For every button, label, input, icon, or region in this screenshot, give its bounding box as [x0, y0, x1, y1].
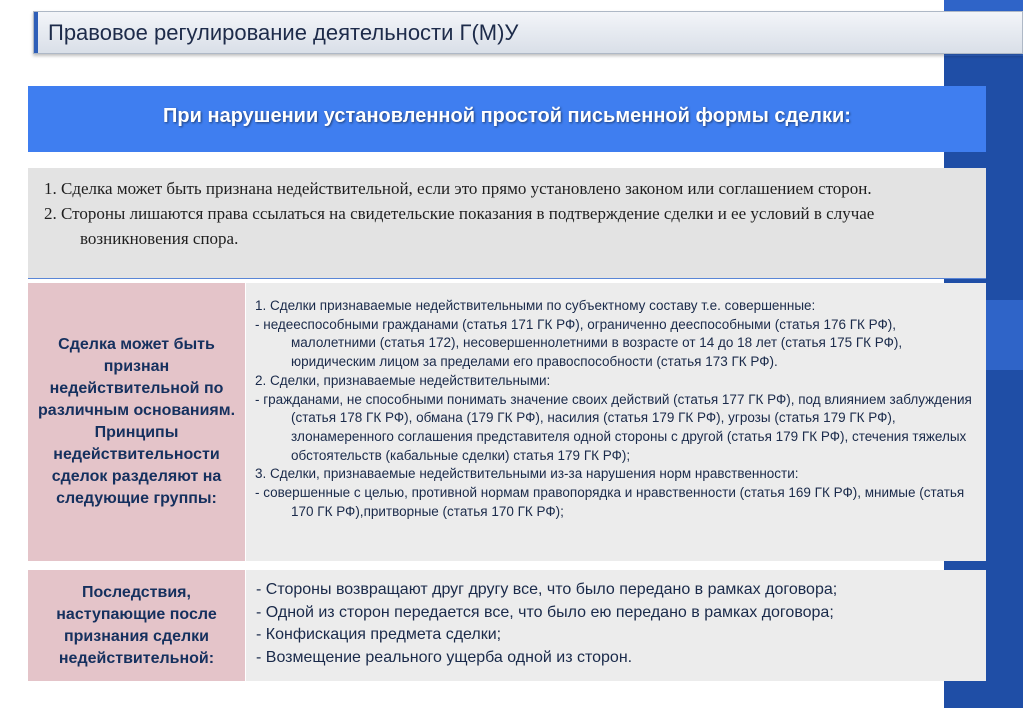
group-item: 3. Сделки, признаваемые недействительными из-за нарушения норм нравственности:	[255, 466, 799, 482]
consequence-item: - Одной из сторон передается все, что было ею передано в рамках договора;	[256, 603, 834, 621]
section-heading: При нарушении установленной простой письменной формы сделки:	[163, 105, 851, 127]
section-heading-band	[28, 86, 986, 152]
groups-label: Сделка может быть признан недействительной по различным основаниям. Принципы недействительности сделок разделяют на следующие группы:	[37, 336, 236, 507]
groups-list	[255, 297, 975, 521]
consequence-item: - Возмещение реального ущерба одной из сторон.	[256, 648, 633, 666]
group-item: - совершенные с целью, противной нормам правопорядка и нравственности (статья 169 ГК РФ), мнимые (статья 170 ГК РФ),притворные (статья 170 ГК РФ);	[255, 485, 965, 519]
intro-item: 1. Сделка может быть признана недействительной, если это прямо установлено законом или соглашением сторон.	[44, 179, 872, 198]
group-item: - недееспособными гражданами (статья 171 ГК РФ), ограниченно дееспособными (статья 176 ГК РФ), малолетними (статья 172), несовершеннолетними в возрасте от 14 до 18 лет (статья 175 ГК РФ), юридическим лицом за пределами его правоспособности (статья 173 ГК РФ).	[255, 316, 903, 370]
consequences-label: Последствия, наступающие после признания сделки недействительной:	[56, 583, 217, 667]
groups-content-cell	[245, 283, 986, 561]
title-accent	[34, 12, 38, 53]
consequences-row	[28, 570, 986, 681]
slide-title: Правовое регулирование деятельности Г(М)У	[48, 20, 519, 45]
consequences-content-cell	[245, 570, 986, 681]
groups-row	[28, 283, 986, 561]
intro-list	[44, 176, 974, 251]
consequences-label-cell	[28, 570, 245, 681]
group-item: 2. Сделки, признаваемые недействительными:	[255, 372, 551, 388]
group-item: 1. Сделки признаваемые недействительными по субъектному составу т.е. совершенные:	[255, 298, 816, 313]
group-item: - гражданами, не способными понимать значение своих действий (статья 177 ГК РФ), под влиянием заблуждения (статья 178 ГК РФ), обмана (179 ГК РФ), насилия (статья 179 ГК РФ), угрозы (статья 179 ГК РФ), злонамеренного соглашения представителя одной стороны с другой (статья 179 ГК РФ), стечения тяжелых обстоятельств (кабальные сделки) статья 179 ГК РФ);	[255, 391, 972, 463]
slide-title-bar	[33, 11, 1023, 54]
groups-label-cell	[28, 283, 245, 561]
consequence-item: - Стороны возвращают друг другу все, что было передано в рамках договора;	[256, 581, 838, 598]
consequences-list	[256, 579, 976, 669]
intro-item: 2. Стороны лишаются права ссылаться на свидетельские показания в подтверждение сделки и ее условий в случае возникновения спора.	[44, 204, 875, 248]
intro-divider	[28, 278, 986, 279]
consequence-item: - Конфискация предмета сделки;	[256, 626, 502, 643]
intro-box	[28, 168, 986, 278]
